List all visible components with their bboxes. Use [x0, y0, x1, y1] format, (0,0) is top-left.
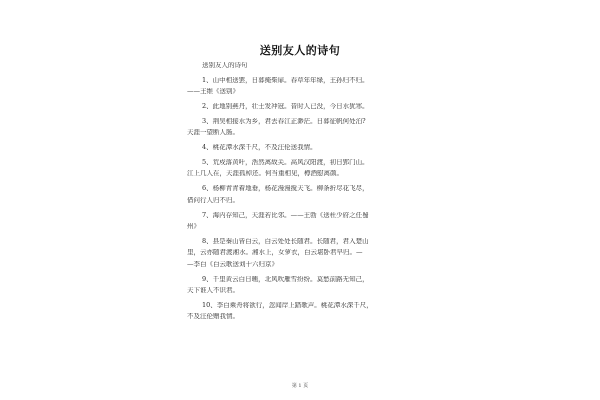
poem-item-line: 1、山中相送罢，日暮掩柴扉。春草年年绿，王孙归不归。 [202, 76, 369, 84]
poem-item-continuation: 天下谁人不识君。 [187, 287, 239, 295]
poem-item-line: 4、桃花潭水深千尺，不及汪伦送我情。 [202, 144, 317, 152]
poem-item-line: 7、海内存知己，天涯若比邻。——王勃《送杜少府之任蜀 [202, 211, 369, 219]
poem-item-continuation: ——王维《送别》 [187, 88, 239, 96]
poem-item-continuation: 江上几人在，天涯孤棹还。何当重相见，樽酒慰离颜。 [187, 170, 343, 178]
poem-item-continuation: 州》 [187, 223, 200, 231]
poem-item-continuation: 里，云亦随君渡湘水。湘水上，女萝衣，白云堪卧君早归。— [187, 249, 363, 257]
page-number: 第 1 页 [291, 383, 309, 389]
poem-item-continuation: 天涯一望断人肠。 [187, 129, 239, 137]
document-subtitle: 送别友人的诗句 [202, 62, 248, 69]
poem-item-line: 10、李白乘舟将欲行，忽闻岸上踏歌声。桃花潭水深千尺， [202, 301, 373, 309]
poem-item-continuation: —李白《白云歌送刘十六归京》 [187, 260, 278, 268]
poem-item-line: 9、千里黄云白日曛，北风吹雁雪纷纷。莫愁前路无知己， [202, 275, 369, 283]
poem-item-line: 5、荒戍落黄叶，浩然离故关。高风汉阳渡，初日郢门山。 [202, 158, 369, 166]
poem-item-line: 2、此地别燕丹，壮士发冲冠。昔时人已没，今日水犹寒。 [202, 103, 369, 111]
poem-item-continuation: 不及汪伦赠我情。 [187, 313, 239, 321]
poem-item-continuation: 借问行人归不归。 [187, 196, 239, 204]
poem-item-line: 3、荆吴相接水为乡，君去春江正渺茫。日暮征帆何处泊? [202, 117, 366, 125]
poem-item-line: 8、县是秦山皆白云，白云处处长随君。长随君，君入楚山 [202, 237, 369, 245]
document-body [187, 62, 423, 328]
document-title: 送别友人的诗句 [259, 44, 341, 57]
poem-item-line: 6、杨柳青青着地垂，杨花漫漫搅天飞。柳条折尽花飞尽， [202, 185, 369, 193]
